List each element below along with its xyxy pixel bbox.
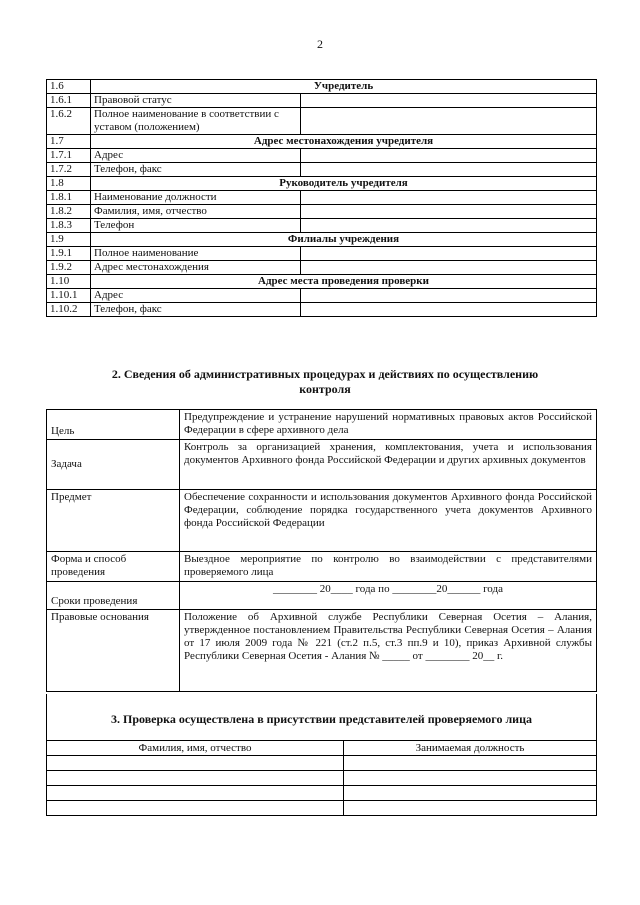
row-number: 1.8.2 xyxy=(47,205,91,219)
row-value-task: Контроль за организацией хранения, комплектования, учета и использования документов Архивного фонда Российской Федерации и других архивных документов xyxy=(180,440,597,490)
empty-cell xyxy=(344,771,597,786)
row-value xyxy=(301,289,597,303)
row-number: 1.7.1 xyxy=(47,149,91,163)
section-header: Филиалы учреждения xyxy=(91,233,597,247)
row-value-goal: Предупреждение и устранение нарушений нормативных правовых актов Российской Федерации в сфере архивного дела xyxy=(180,410,597,440)
table-row xyxy=(47,786,597,801)
row-label: Телефон xyxy=(91,219,301,233)
table-row xyxy=(47,108,597,135)
row-label-goal: Цель xyxy=(47,410,180,440)
page-number: 2 xyxy=(317,37,323,51)
row-value-form: Выездное мероприятие по контролю во взаимодействии с представителями проверяемого лица xyxy=(180,552,597,582)
empty-cell xyxy=(47,771,344,786)
empty-cell xyxy=(344,786,597,801)
table-row xyxy=(47,801,597,816)
table-row xyxy=(47,410,597,440)
row-value xyxy=(301,261,597,275)
table-row xyxy=(47,247,597,261)
row-label-subject: Предмет xyxy=(47,490,180,552)
table-row xyxy=(47,490,597,552)
table-row xyxy=(47,771,597,786)
row-number: 1.10.1 xyxy=(47,289,91,303)
table-row xyxy=(47,552,597,582)
table-row xyxy=(47,94,597,108)
row-value xyxy=(301,219,597,233)
row-label: Полное наименование xyxy=(91,247,301,261)
table-row xyxy=(47,756,597,771)
table-row xyxy=(47,205,597,219)
row-number: 1.9.1 xyxy=(47,247,91,261)
row-number: 1.6.1 xyxy=(47,94,91,108)
row-label: Правовой статус xyxy=(91,94,301,108)
table-row xyxy=(47,219,597,233)
empty-cell xyxy=(47,786,344,801)
section-header-row xyxy=(47,177,597,191)
row-value xyxy=(301,108,597,135)
table-row xyxy=(47,610,597,692)
row-number: 1.10 xyxy=(47,275,91,289)
row-number: 1.10.2 xyxy=(47,303,91,317)
row-label: Адрес xyxy=(91,149,301,163)
section-3-title: 3. Проверка осуществлена в присутствии представителей проверяемого лица xyxy=(110,712,533,726)
table-row xyxy=(47,582,597,610)
empty-cell xyxy=(47,756,344,771)
row-value xyxy=(301,205,597,219)
row-number: 1.6 xyxy=(47,80,91,94)
section-3-box xyxy=(46,694,597,740)
table-row xyxy=(47,149,597,163)
row-number: 1.8.3 xyxy=(47,219,91,233)
row-number: 1.7.2 xyxy=(47,163,91,177)
row-value xyxy=(301,303,597,317)
col-header-position: Занимаемая должность xyxy=(344,741,597,756)
row-label-form: Форма и способ проведения xyxy=(47,552,180,582)
section-header-row xyxy=(47,135,597,149)
table-header-row xyxy=(47,741,597,756)
row-value xyxy=(301,247,597,261)
section-2-title: 2. Сведения об административных процедурах и действиях по осуществлению контроля xyxy=(111,367,539,396)
row-number: 1.9.2 xyxy=(47,261,91,275)
row-label-task: Задача xyxy=(47,440,180,490)
row-label: Телефон, факс xyxy=(91,303,301,317)
table-row xyxy=(47,191,597,205)
table-row xyxy=(47,440,597,490)
section-header-row xyxy=(47,80,597,94)
section-header: Руководитель учредителя xyxy=(91,177,597,191)
row-value xyxy=(301,149,597,163)
section-header: Адрес места проведения проверки xyxy=(91,275,597,289)
section-header-row xyxy=(47,275,597,289)
table-row xyxy=(47,289,597,303)
procedures-table xyxy=(46,409,597,692)
table-row xyxy=(47,163,597,177)
row-label: Фамилия, имя, отчество xyxy=(91,205,301,219)
section-header: Адрес местонахождения учредителя xyxy=(91,135,597,149)
row-value-legal-basis: Положение об Архивной службе Республики Северная Осетия – Алания, утвержденное постановлением Правительства Республики Северная Осетия – Алания от 17 июля 2009 года № 221 (ст.2 п.5, ст.3 пп.9 и 10), приказ Архивной службы Республики Северная Осетия - Алания № _____ от ________ 20__ г. xyxy=(180,610,597,692)
row-label: Наименование должности xyxy=(91,191,301,205)
row-label: Адрес местонахождения xyxy=(91,261,301,275)
row-label-legal-basis: Правовые основания xyxy=(47,610,180,692)
row-label: Полное наименование в соответствии с уставом (положением) xyxy=(91,108,301,135)
empty-cell xyxy=(344,756,597,771)
empty-cell xyxy=(344,801,597,816)
row-number: 1.8.1 xyxy=(47,191,91,205)
row-number: 1.7 xyxy=(47,135,91,149)
col-header-full-name: Фамилия, имя, отчество xyxy=(47,741,344,756)
row-label: Адрес xyxy=(91,289,301,303)
row-number: 1.9 xyxy=(47,233,91,247)
section-header-row xyxy=(47,233,597,247)
row-number: 1.8 xyxy=(47,177,91,191)
row-value-dates: ________ 20____ года по ________20______ года xyxy=(180,582,597,610)
row-value xyxy=(301,94,597,108)
row-value xyxy=(301,163,597,177)
representatives-table xyxy=(46,740,597,816)
row-number: 1.6.2 xyxy=(47,108,91,135)
row-label-dates: Сроки проведения xyxy=(47,582,180,610)
row-label: Телефон, факс xyxy=(91,163,301,177)
row-value-subject: Обеспечение сохранности и использования документов Архивного фонда Российской Федерации, соблюдение порядка государственного учета документов Архивного фонда Российской Федерации xyxy=(180,490,597,552)
empty-cell xyxy=(47,801,344,816)
row-value xyxy=(301,191,597,205)
table-row xyxy=(47,303,597,317)
table-row xyxy=(47,261,597,275)
institution-info-table xyxy=(46,79,597,317)
section-header: Учредитель xyxy=(91,80,597,94)
